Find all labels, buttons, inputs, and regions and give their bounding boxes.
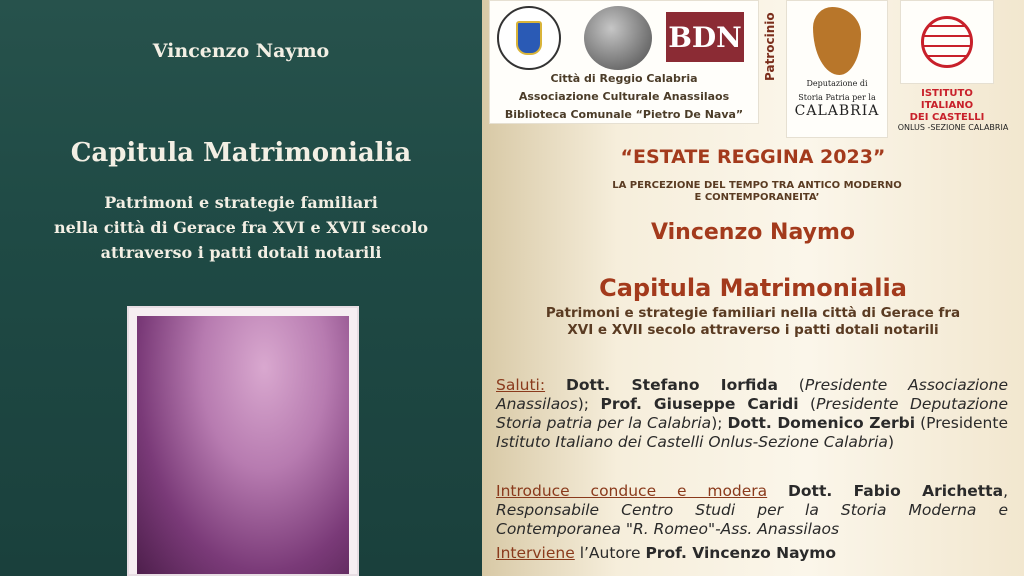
calabria-map-icon bbox=[813, 7, 861, 75]
saluti-paragraph: Saluti: Dott. Stefano Iorfida (Presidente Associazione Anassilaos); Prof. Giuseppe Caridi (Presidente Deputazione Storia patria per la Calabria); Dott. Domenico Zerbi (Presidente Istituto Italiano dei Castelli Onlus-Sezione Calabria) bbox=[496, 376, 1009, 451]
event-series: “ESTATE REGGINA 2023” bbox=[620, 146, 886, 168]
istituto-section: ONLUS -SEZIONE CALABRIA bbox=[897, 123, 1009, 132]
bdn-logo: BDN bbox=[666, 12, 744, 62]
introduce-label: Introduce conduce e modera bbox=[496, 482, 768, 500]
speaker-role: Istituto Italiano dei Castelli Onlus-Sezione Calabria bbox=[496, 433, 888, 451]
shield-icon bbox=[516, 21, 542, 55]
deputazione-calabria: CALABRIA bbox=[794, 103, 880, 119]
event-author: Vincenzo Naymo bbox=[650, 220, 855, 245]
organizers-text bbox=[489, 70, 759, 124]
speaker-name: Dott. Stefano Iorfida bbox=[565, 376, 778, 394]
cover-subtitle-line: nella città di Gerace fra XVI e XVII secolo bbox=[53, 218, 428, 237]
cover-subtitle bbox=[40, 190, 442, 265]
interviene-paragraph bbox=[496, 544, 1008, 563]
moderator-name: Dott. Fabio Arichetta bbox=[788, 482, 1004, 500]
interviene-label: Interviene bbox=[496, 544, 575, 562]
introduce-paragraph: Introduce conduce e modera Dott. Fabio Arichetta, Responsabile Centro Studi per la Storia Moderna e Contemporanea "R. Romeo"-Ass. Anassilaos bbox=[496, 482, 1008, 538]
istituto-name-line: DEI CASTELLI bbox=[909, 112, 985, 123]
istituto-name-line: ISTITUTO ITALIANO bbox=[920, 88, 974, 111]
cover-subtitle-line: Patrimoni e strategie familiari bbox=[104, 193, 378, 212]
event-theme-line: E CONTEMPORANEITA’ bbox=[694, 192, 820, 203]
deputazione-logo bbox=[786, 0, 888, 138]
cover-painting bbox=[127, 306, 359, 576]
speaker-role: Presidente Deputazione Storia patria per la Calabria bbox=[496, 395, 1008, 432]
patrocinio-label: Patrocinio bbox=[763, 12, 777, 82]
speaker-role: Presidente Associazione Anassilaos bbox=[496, 376, 1009, 413]
anassilaos-coin-icon bbox=[584, 6, 652, 70]
speaker-name: Prof. Giuseppe Caridi bbox=[600, 395, 799, 413]
cover-author: Vincenzo Naymo bbox=[152, 40, 330, 62]
event-theme bbox=[582, 180, 932, 204]
istituto-castelli-logo bbox=[900, 0, 994, 84]
cover-subtitle-line: attraverso i patti dotali notarili bbox=[100, 243, 382, 262]
book-cover bbox=[0, 0, 482, 576]
event-theme-line: LA PERCEZIONE DEL TEMPO TRA ANTICO MODERNO bbox=[612, 180, 902, 191]
event-title: Capitula Matrimonialia bbox=[599, 274, 907, 302]
event-subtitle-line: Patrimoni e strategie familiari nella città di Gerace fra bbox=[545, 305, 961, 321]
speaker-role: Presidente bbox=[926, 414, 1008, 432]
deputazione-line: Deputazione di bbox=[806, 79, 868, 88]
moderator-role: Responsabile Centro Studi per la Storia Moderna e Contemporanea "R. Romeo"-Ass. Anassilaos bbox=[496, 501, 1008, 538]
reggio-calabria-emblem-icon bbox=[497, 6, 561, 70]
globe-icon bbox=[921, 16, 973, 68]
interviene-text: l’Autore bbox=[579, 544, 641, 562]
author-name: Prof. Vincenzo Naymo bbox=[645, 544, 837, 562]
organizer-line: Associazione Culturale Anassilaos bbox=[518, 90, 730, 103]
organizer-line: Biblioteca Comunale “Pietro De Nava” bbox=[504, 108, 744, 121]
deputazione-line: Storia Patria per la bbox=[798, 93, 876, 102]
istituto-name bbox=[896, 88, 998, 124]
event-subtitle-line: XVI e XVII secolo attraverso i patti dotali notarili bbox=[567, 322, 939, 338]
speaker-name: Dott. Domenico Zerbi bbox=[727, 414, 916, 432]
cover-title: Capitula Matrimonialia bbox=[70, 138, 412, 168]
organizer-line: Città di Reggio Calabria bbox=[550, 72, 698, 85]
saluti-label: Saluti: bbox=[496, 376, 546, 394]
event-subtitle bbox=[512, 305, 994, 339]
painting-scene bbox=[137, 316, 349, 574]
